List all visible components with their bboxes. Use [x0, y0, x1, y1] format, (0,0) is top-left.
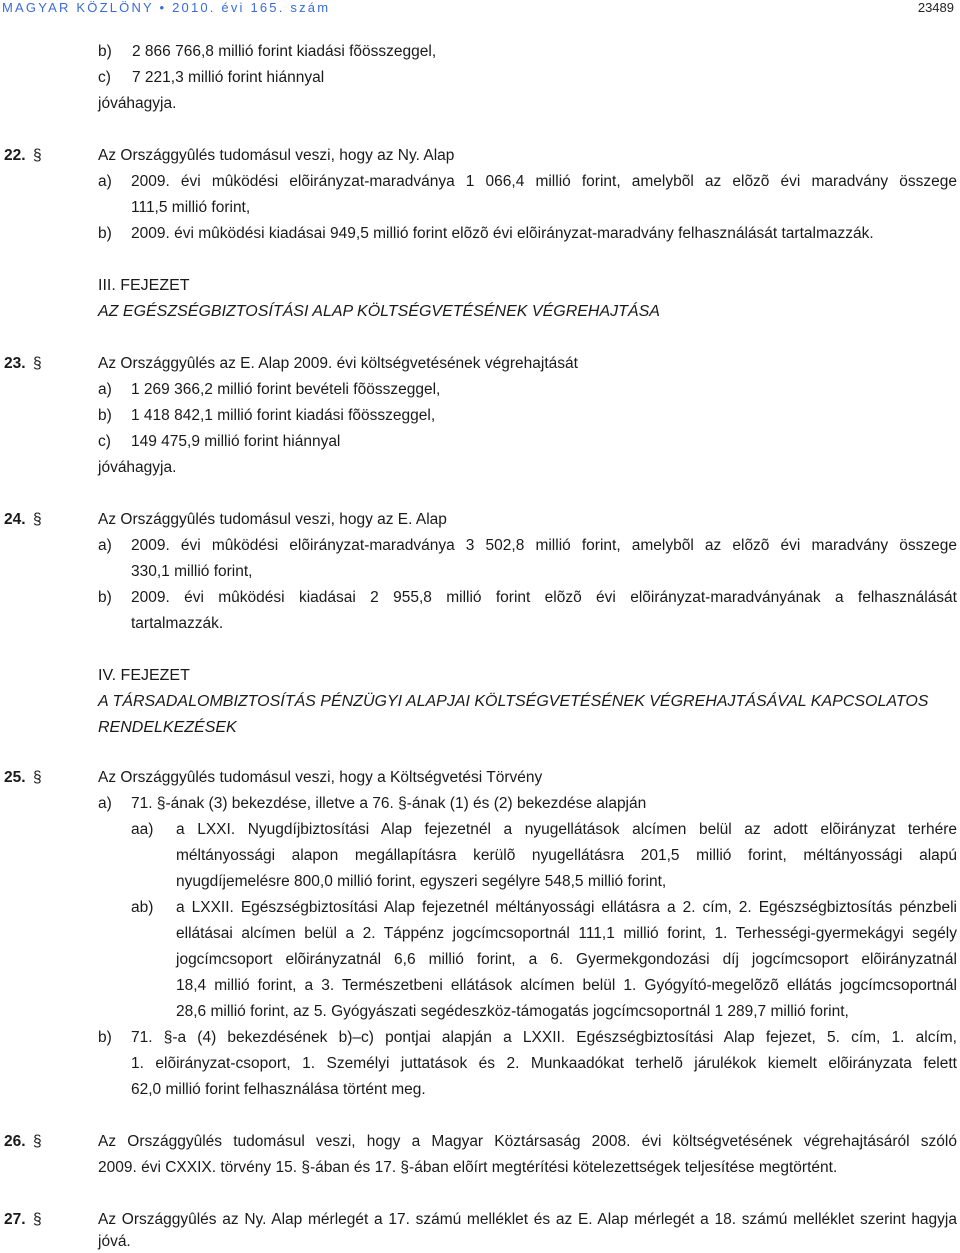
list-text: 2009. évi mûködési elõirányzat-maradványa 3 502,8 millió forint, amelybõl az elõzõ évi maradvány összege: [131, 537, 957, 554]
section-symbol: §: [33, 355, 42, 372]
chapter-number: IV. FEJEZET: [98, 667, 190, 684]
sublist-text: 18,4 millió forint, a 3. Természetbeni ellátások alcímen belül 1. Gyógyító-megelõzõ ellátás jogcímcsoportnál: [176, 977, 957, 994]
section-symbol: §: [33, 1211, 42, 1228]
section-number: 26.: [4, 1133, 26, 1150]
list-label: c): [98, 69, 111, 86]
list-text: 1 418 842,1 millió forint kiadási fõösszeggel,: [131, 407, 436, 424]
list-label: a): [98, 795, 112, 812]
section-number: 27.: [4, 1211, 26, 1228]
chapter-number: III. FEJEZET: [98, 277, 190, 294]
list-label: a): [98, 381, 112, 398]
list-text: 71. §-ának (3) bekezdése, illetve a 76. §-ának (1) és (2) bekezdése alapján: [131, 795, 647, 812]
section-symbol: §: [33, 511, 42, 528]
list-text: 62,0 millió forint felhasználása történt meg.: [131, 1081, 426, 1098]
section-symbol: §: [33, 147, 42, 164]
list-label: b): [98, 1029, 112, 1046]
issue-number: 2010. évi 165. szám: [172, 0, 331, 15]
chapter-title: RENDELKEZÉSEK: [98, 719, 237, 736]
list-text: 7 221,3 millió forint hiánnyal: [132, 69, 325, 86]
list-text: 2009. évi mûködési kiadásai 2 955,8 millió forint elõzõ évi elõirányzat-maradványának a felhasználását: [131, 589, 957, 606]
journal-header: [2, 0, 330, 15]
approval-text: jóváhagyja.: [98, 459, 177, 476]
list-label: a): [98, 537, 112, 554]
list-text: 1 269 366,2 millió forint bevételi fõösszeggel,: [131, 381, 441, 398]
list-text: tartalmazzák.: [131, 615, 224, 632]
section-number: 24.: [4, 511, 26, 528]
section-intro: Az Országgyûlés tudomásul veszi, hogy a Költségvetési Törvény: [98, 769, 543, 786]
list-label: b): [98, 225, 112, 242]
section-intro: Az Országgyûlés tudomásul veszi, hogy az E. Alap: [98, 511, 447, 528]
list-text: 1. elõirányzat-csoport, 1. Személyi juttatások és 2. Munkaadókat terhelõ járulékok kiemelt elõirányzata felett: [131, 1055, 957, 1072]
list-label: b): [98, 43, 112, 60]
section-text: jóvá.: [98, 1233, 131, 1250]
approval-text: jóváhagyja.: [98, 95, 177, 112]
section-number: 25.: [4, 769, 26, 786]
section-symbol: §: [33, 769, 42, 786]
list-text: 71. §-a (4) bekezdésének b)–c) pontjai alapján a LXXII. Egészségbiztosítási Alap fejezet, 5. cím, 1. alcím,: [131, 1029, 957, 1046]
sublist-text: a LXXI. Nyugdíjbiztosítási Alap fejezetnél a nyugellátások alcímen belül az adott elõirányzat terhére: [176, 821, 957, 838]
page-number: 23489: [917, 0, 954, 15]
list-text: 2009. évi mûködési elõirányzat-maradványa 1 066,4 millió forint, amelybõl az elõzõ évi maradvány összege: [131, 173, 957, 190]
list-text: 2 866 766,8 millió forint kiadási fõösszeggel,: [132, 43, 437, 60]
section-intro: Az Országgyûlés tudomásul veszi, hogy az Ny. Alap: [98, 147, 455, 164]
sublist-text: a LXXII. Egészségbiztosítási Alap fejezetnél méltányossági ellátásra a 2. cím, 2. Egészségbiztosítás pénzbeli: [176, 899, 957, 916]
list-label: a): [98, 173, 112, 190]
section-number: 23.: [4, 355, 26, 372]
sublist-text: nyugdíjemelésre 800,0 millió forint, egyszeri segélyre 548,5 millió forint,: [176, 873, 667, 890]
journal-title: MAGYAR KÖZLÖNY: [2, 0, 154, 15]
list-text: 330,1 millió forint,: [131, 563, 253, 580]
list-label: c): [98, 433, 111, 450]
list-label: b): [98, 407, 112, 424]
sublist-label: aa): [131, 821, 154, 838]
chapter-title: A TÁRSADALOMBIZTOSÍTÁS PÉNZÜGYI ALAPJAI KÖLTSÉGVETÉSÉNEK VÉGREHAJTÁSÁVAL KAPCSOLATOS: [98, 693, 929, 710]
section-symbol: §: [33, 1133, 42, 1150]
list-label: b): [98, 589, 112, 606]
list-text: 2009. évi mûködési kiadásai 949,5 millió forint elõzõ évi elõirányzat-maradvány felhasználását tartalmazzák.: [131, 225, 874, 242]
section-text: Az Országgyûlés az Ny. Alap mérlegét a 17. számú melléklet és az E. Alap mérlegét a 18. számú melléklet szerint hagyja: [98, 1211, 957, 1228]
sublist-label: ab): [131, 899, 154, 916]
sublist-text: méltányossági alapon megállapításra kerülõ nyugellátásra 201,5 millió forint, méltányossági alapú: [176, 847, 957, 864]
section-intro: Az Országgyûlés az E. Alap 2009. évi költségvetésének végrehajtását: [98, 355, 578, 372]
page-header: [0, 0, 960, 16]
chapter-title: AZ EGÉSZSÉGBIZTOSÍTÁSI ALAP KÖLTSÉGVETÉSÉNEK VÉGREHAJTÁSA: [98, 303, 660, 320]
section-text: Az Országgyûlés tudomásul veszi, hogy a Magyar Köztársaság 2008. évi költségvetésének végrehajtásáról szóló: [98, 1133, 957, 1150]
section-text: 2009. évi CXXIX. törvény 15. §-ában és 17. §-ában elõírt megtérítési kötelezettségek teljesítése megtörtént.: [98, 1159, 838, 1176]
section-number: 22.: [4, 147, 26, 164]
sublist-text: ellátásai alcímen belül a 2. Táppénz jogcímcsoportnál 111,1 millió forint, 1. Terhességi-gyermekágyi segély: [176, 925, 957, 942]
list-text: 111,5 millió forint,: [131, 199, 251, 216]
sublist-text: 28,6 millió forint, az 5. Gyógyászati segédeszköz-támogatás jogcímcsoportnál 1 289,7 millió forint,: [176, 1003, 849, 1020]
bullet: •: [159, 0, 167, 15]
sublist-text: jogcímcsoport elõirányzatnál 6,6 millió forint, a 6. Gyermekgondozási díj jogcímcsoport elõirányzatnál: [176, 951, 957, 968]
list-text: 149 475,9 millió forint hiánnyal: [131, 433, 341, 450]
